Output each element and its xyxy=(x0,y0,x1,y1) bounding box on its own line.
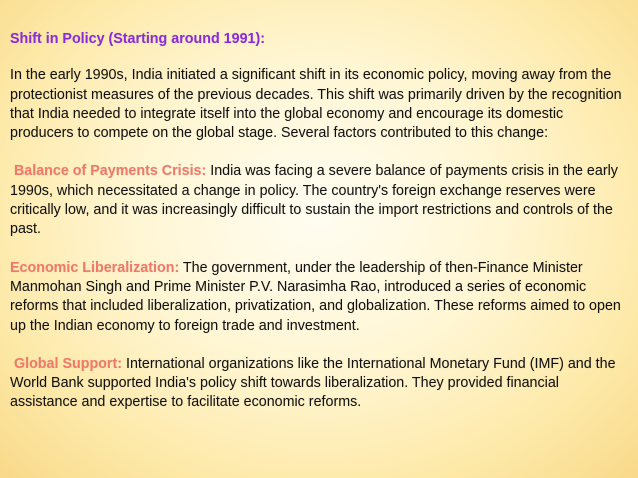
point-term: Global Support: xyxy=(13,355,122,372)
slide-content xyxy=(10,30,630,432)
point-economic-liberalization xyxy=(10,259,630,336)
point-text: The government, under the leadership of then-Finance Minister Manmohan Singh and Prime Minister P.V. Narasimha Rao, introduced a series of economic reforms that included liberalization, privatization, and globalization. These reforms aimed to open up the Indian economy to foreign trade and investment. xyxy=(10,259,621,334)
intro-paragraph: In the early 1990s, India initiated a significant shift in its economic policy, moving away from the protectionist measures of the previous decades. This shift was primarily driven by the recognition that India needed to integrate itself into the global economy and encourage its domestic producers to compete on the global stage. Several factors contributed to this change: xyxy=(10,67,622,142)
point-text: International organizations like the International Monetary Fund (IMF) and the World Bank supported India's policy shift towards liberalization. They provided financial assistance and expertise to facilitate economic reforms. xyxy=(10,355,616,411)
slide-heading: Shift in Policy (Starting around 1991): xyxy=(10,31,265,47)
point-balance-of-payments xyxy=(10,162,630,239)
point-term: Economic Liberalization: xyxy=(10,259,180,276)
point-term: Balance of Payments Crisis: xyxy=(13,163,207,180)
point-text: India was facing a severe balance of payments crisis in the early 1990s, which necessitated a change in policy. The country's foreign exchange reserves were critically low, and it was increasingly difficult to sustain the import restrictions and controls of the past. xyxy=(10,163,618,238)
point-global-support xyxy=(10,355,630,413)
